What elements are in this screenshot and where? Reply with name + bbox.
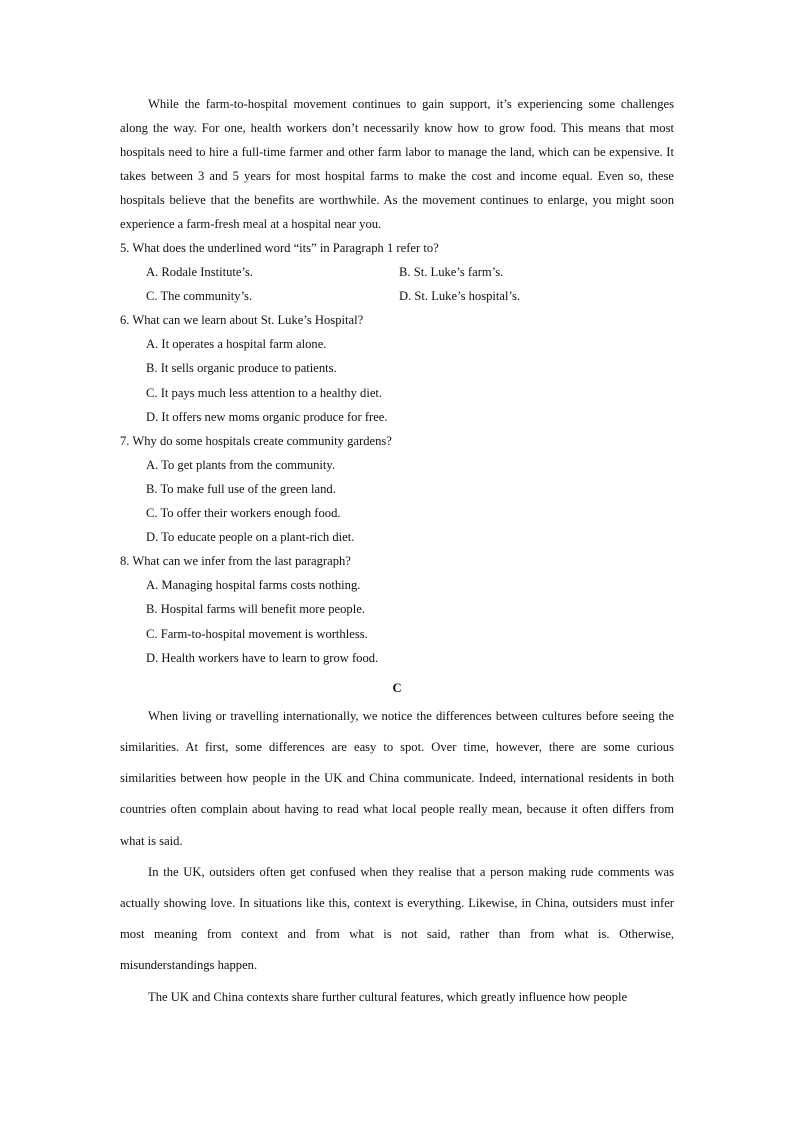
- option-d: D. To educate people on a plant-rich diet.: [146, 530, 355, 545]
- option-b: B. It sells organic produce to patients.: [146, 361, 337, 376]
- section-c-paragraph-2: In the UK, outsiders often get confused when they realise that a person making rude comments was actually showing love. In situations like this, context is everything. Likewise, in China, outsiders must infer most meaning from context and from what is not said, rather than from what is. Otherwise, misunderstandings happen.: [120, 864, 674, 973]
- option-a: A. To get plants from the community.: [146, 457, 336, 472]
- option-a: A. It operates a hospital farm alone.: [146, 337, 327, 352]
- option-c: C. It pays much less attention to a healthy diet.: [146, 385, 383, 400]
- section-c-paragraph-3: The UK and China contexts share further cultural features, which greatly influence how people: [148, 989, 628, 1004]
- option-c: C. Farm-to-hospital movement is worthless.: [146, 626, 368, 641]
- option-a: A. Managing hospital farms costs nothing.: [146, 578, 361, 593]
- passage-paragraph: While the farm-to-hospital movement continues to gain support, it’s experiencing some challenges along the way. For one, health workers don’t necessarily know how to grow food. This means that most hospitals need to hire a full-time farmer and other farm labor to manage the land, which can be expensive. It takes between 3 and 5 years for most hospital farms to make the cost and income equal. Even so, these hospitals believe that the benefits are worthwhile. As the movement continues to enlarge, you might soon experience a farm-fresh meal at a hospital near you.: [120, 97, 674, 231]
- question-stem: 8. What can we infer from the last paragraph?: [120, 554, 351, 569]
- option-c: C. To offer their workers enough food.: [146, 506, 341, 521]
- option-d: D. St. Luke’s hospital’s.: [399, 289, 521, 304]
- question-8: [120, 549, 674, 669]
- option-d: D. It offers new moms organic produce for free.: [146, 409, 388, 424]
- question-stem: 6. What can we learn about St. Luke’s Hospital?: [120, 313, 364, 328]
- question-6: [120, 308, 674, 428]
- option-c: C. The community’s.: [146, 289, 253, 304]
- option-b: B. Hospital farms will benefit more people.: [146, 602, 365, 617]
- option-row: [146, 260, 674, 284]
- option-a: A. Rodale Institute’s.: [146, 265, 254, 280]
- question-7: [120, 429, 674, 549]
- section-heading: C: [392, 680, 402, 695]
- question-5: [120, 236, 674, 308]
- question-stem: 7. Why do some hospitals create community gardens?: [120, 433, 392, 448]
- section-c-paragraph-1: When living or travelling internationally, we notice the differences between cultures before seeing the similarities. At first, some differences are easy to spot. Over time, however, there are some curious similarities between how people in the UK and China communicate. Indeed, international residents in both countries often complain about having to read what local people really mean, because it often differs from what is said.: [120, 708, 674, 848]
- option-b: B. St. Luke’s farm’s.: [399, 265, 504, 280]
- option-b: B. To make full use of the green land.: [146, 481, 336, 496]
- option-row: [146, 284, 674, 308]
- question-stem: 5. What does the underlined word “its” in Paragraph 1 refer to?: [120, 241, 439, 255]
- document-page: [120, 92, 674, 1013]
- option-d: D. Health workers have to learn to grow food.: [146, 650, 379, 665]
